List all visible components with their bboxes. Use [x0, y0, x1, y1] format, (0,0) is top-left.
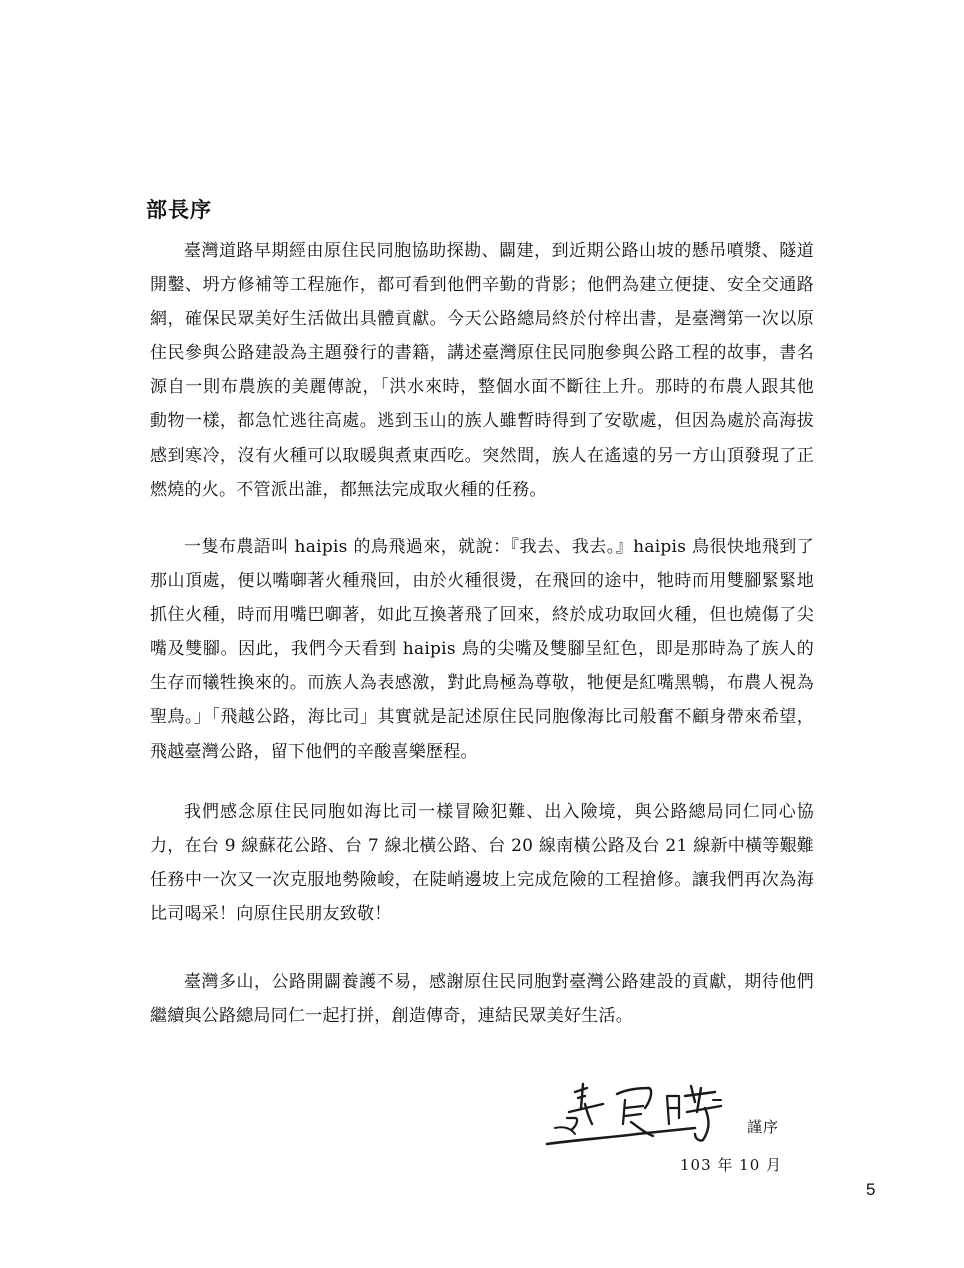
- page-number: 5: [866, 1180, 876, 1199]
- page-title: 部長序: [146, 197, 212, 222]
- paragraph-1: 臺灣道路早期經由原住民同胞協助探勘、闢建，到近期公路山坡的懸吊噴漿、隧道開鑿、坍方修補等工程施作，都可看到他們辛勤的背影；他們為建立便捷、安全交通路網，確保民眾美好生活做出具體貢獻。今天公路總局終於付梓出書，是臺灣第一次以原住民參與公路建設為主題發行的書籍，講述臺灣原住民同胞參與公路工程的故事，書名源自一則布農族的美麗傳說，「洪水來時，整個水面不斷往上升。那時的布農人跟其他動物一樣，都急忙逃往高處。逃到玉山的族人雖暫時得到了安歇處，但因為處於高海拔感到寒冷，沒有火種可以取暖與煮東西吃。突然間，族人在遙遠的另一方山頂發現了正燃燒的火。不管派出誰，都無法完成取火種的任務。: [150, 241, 814, 500]
- paragraph-2: 一隻布農語叫 haipis 的鳥飛過來，就說：『我去、我去。』haipis 鳥很快地飛到了那山頂處，便以嘴啣著火種飛回，由於火種很燙，在飛回的途中，牠時而用雙腳緊緊地抓住火種，時而用嘴巴啣著，如此互換著飛了回來，終於成功取回火種，但也燒傷了尖嘴及雙腳。因此，我們今天看到 haipis 鳥的尖嘴及雙腳呈紅色，即是那時為了族人的生存而犧牲換來的。而族人為表感激，對此鳥極為尊敬，牠便是紅嘴黑鵯，布農人視為聖鳥。」「飛越公路，海比司」其實就是記述原住民同胞像海比司般奮不顧身帶來希望，飛越臺灣公路，留下他們的辛酸喜樂歷程。: [150, 537, 814, 762]
- handwritten-signature: [545, 1078, 745, 1152]
- paragraph-3: 我們感念原住民同胞如海比司一樣冒險犯難、出入險境，與公路總局同仁同心協力，在台 9 線蘇花公路、台 7 線北橫公路、台 20 線南橫公路及台 21 線新中橫等艱難任務中一次又一次克服地勢險峻，在陡峭邊坡上完成危險的工程搶修。讓我們再次為海比司喝采！向原住民朋友致敬！: [150, 802, 814, 925]
- paragraph-4: 臺灣多山，公路開闢養護不易，感謝原住民同胞對臺灣公路建設的貢獻，期待他們繼續與公路總局同仁一起打拼，創造傳奇，連結民眾美好生活。: [150, 972, 814, 1027]
- signature-suffix: 謹序: [747, 1118, 780, 1136]
- signature-date: 103 年 10 月: [680, 1156, 783, 1174]
